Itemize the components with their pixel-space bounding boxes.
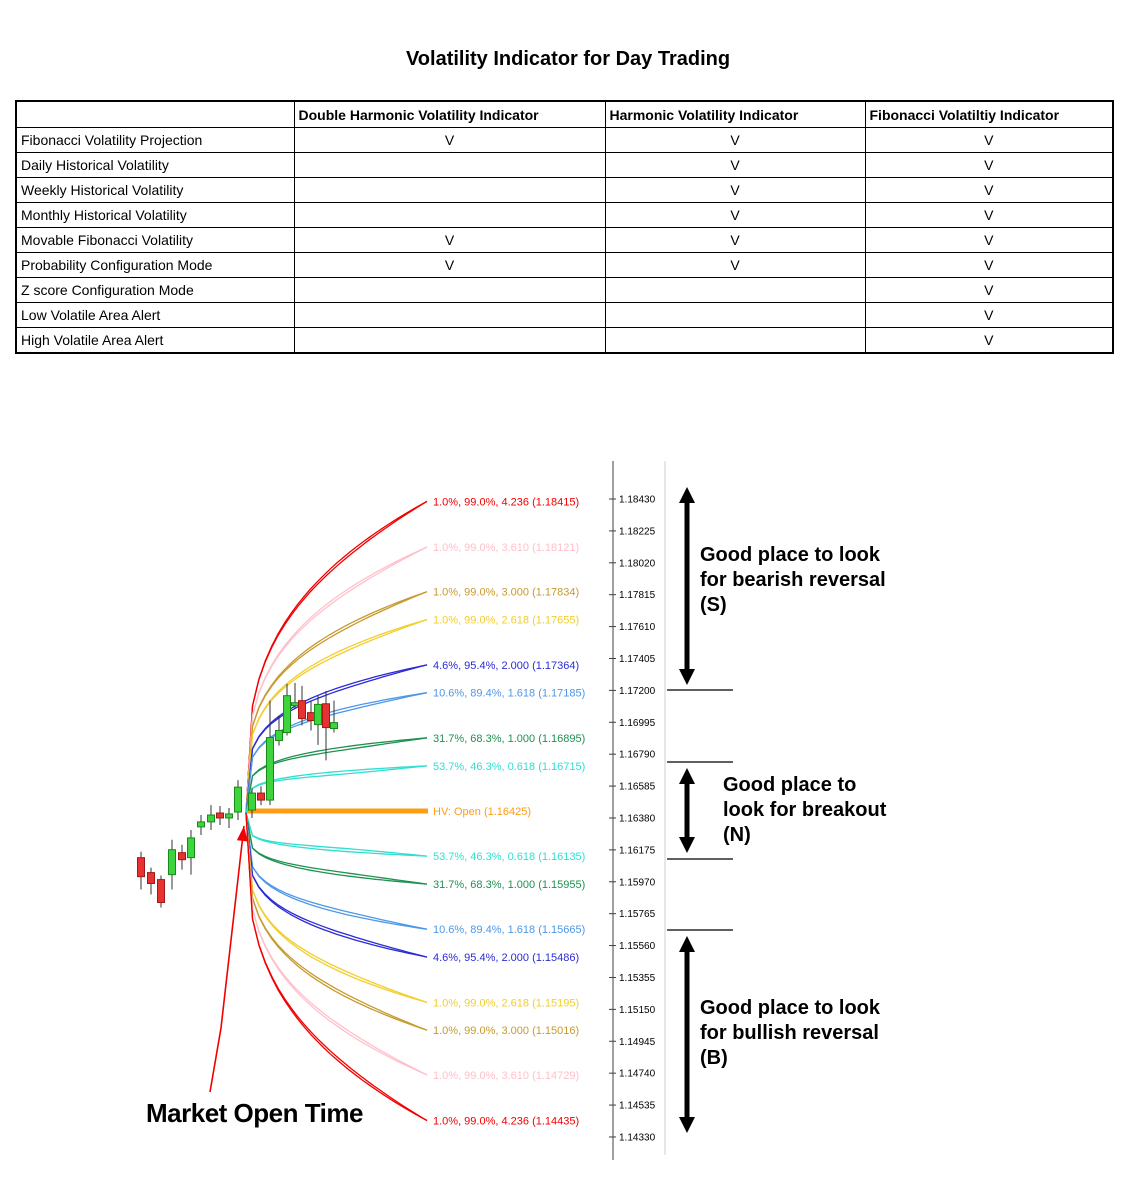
fan-line-label: 1.0%, 99.0%, 3.610 (1.14729)	[433, 1069, 580, 1082]
table-row	[16, 253, 1113, 278]
candle-body	[179, 853, 186, 860]
candle-body	[308, 713, 315, 721]
axis-tick-label: 1.17815	[619, 590, 656, 602]
fan-line-label: 1.0%, 99.0%, 3.000 (1.17834)	[433, 586, 580, 599]
candle-body	[331, 723, 338, 729]
fan-line-label: 4.6%, 95.4%, 2.000 (1.17364)	[433, 659, 580, 672]
check-cell: V	[865, 328, 1113, 354]
fan-line-label: 1.0%, 99.0%, 2.618 (1.17655)	[433, 614, 580, 627]
arrow-head-up-icon	[679, 936, 695, 952]
column-header-fibonacci: Fibonacci Volatiltiy Indicator	[865, 101, 1113, 128]
arrow-head-up-icon	[679, 768, 695, 784]
table-row	[16, 228, 1113, 253]
candle-body	[158, 880, 165, 903]
candle-body	[267, 738, 274, 801]
axis-tick-label: 1.18430	[619, 494, 656, 506]
fan-line-label: 10.6%, 89.4%, 1.618 (1.15665)	[433, 924, 586, 937]
market-open-label: Market Open Time	[146, 1098, 363, 1128]
annotation-text-bearish: (S)	[700, 594, 727, 616]
table-row	[16, 328, 1113, 354]
candle-body	[249, 793, 256, 810]
check-cell	[605, 303, 865, 328]
axis-tick-label: 1.14535	[619, 1100, 656, 1112]
fan-line-rail	[246, 813, 427, 884]
annotation-text-bullish: Good place to look	[700, 997, 881, 1019]
check-cell: V	[605, 128, 865, 153]
check-cell	[294, 328, 605, 354]
check-cell	[605, 328, 865, 354]
candle-body	[284, 696, 291, 733]
check-cell: V	[865, 203, 1113, 228]
fan-line-label: 10.6%, 89.4%, 1.618 (1.17185)	[433, 687, 586, 700]
candle-body	[148, 873, 155, 884]
fan-line	[246, 813, 427, 957]
table-header-row	[16, 101, 1113, 128]
candle-body	[217, 813, 224, 818]
axis-tick-label: 1.15765	[619, 909, 656, 921]
arrow-head-up-icon	[679, 487, 695, 503]
candle-body	[169, 850, 176, 875]
row-label: Z score Configuration Mode	[16, 278, 294, 303]
check-cell: V	[294, 128, 605, 153]
fan-line-rail	[246, 813, 427, 1030]
row-label: Probability Configuration Mode	[16, 253, 294, 278]
candle-body	[292, 703, 299, 706]
annotation-text-bullish: (B)	[700, 1047, 728, 1069]
annotation-text-bullish: for bullish reversal	[700, 1022, 879, 1044]
candle-body	[299, 701, 306, 719]
check-cell: V	[865, 153, 1113, 178]
page-title: Volatility Indicator for Day Trading	[405, 48, 731, 70]
table-body	[16, 128, 1113, 354]
axis-tick-label: 1.16995	[619, 717, 656, 729]
table-row	[16, 128, 1113, 153]
fan-line-label: 1.0%, 99.0%, 3.000 (1.15016)	[433, 1025, 580, 1038]
candle-body	[235, 787, 242, 812]
annotation-text-breakout: (N)	[723, 824, 751, 846]
row-label: Fibonacci Volatility Projection	[16, 128, 294, 153]
row-label: Low Volatile Area Alert	[16, 303, 294, 328]
fan-line	[246, 813, 427, 1075]
axis-tick-label: 1.14945	[619, 1036, 656, 1048]
axis-tick-label: 1.16585	[619, 781, 656, 793]
row-label: Monthly Historical Volatility	[16, 203, 294, 228]
fan-line-rail	[246, 813, 427, 957]
fan-line	[246, 813, 427, 884]
check-cell: V	[294, 253, 605, 278]
check-cell	[294, 153, 605, 178]
check-cell: V	[605, 203, 865, 228]
check-cell	[294, 303, 605, 328]
axis-tick-label: 1.14740	[619, 1068, 656, 1080]
annotation-text-breakout: look for breakout	[723, 799, 887, 821]
axis-tick-label: 1.15560	[619, 941, 656, 953]
column-header-empty	[16, 101, 294, 128]
arrow-head-down-icon	[679, 669, 695, 685]
annotation-text-bearish: for bearish reversal	[700, 569, 886, 591]
row-label: Daily Historical Volatility	[16, 153, 294, 178]
check-cell: V	[865, 178, 1113, 203]
axis-tick-label: 1.16380	[619, 813, 656, 825]
candle-body	[226, 814, 233, 818]
axis-tick-label: 1.14330	[619, 1132, 656, 1144]
table-row	[16, 153, 1113, 178]
axis-tick-label: 1.15150	[619, 1004, 656, 1016]
candle-body	[323, 704, 330, 728]
axis-tick-label: 1.17610	[619, 622, 656, 634]
table-row	[16, 303, 1113, 328]
check-cell	[294, 203, 605, 228]
axis-tick-label: 1.18225	[619, 526, 656, 538]
chart-svg	[0, 440, 1136, 1200]
column-header-double-harmonic: Double Harmonic Volatility Indicator	[294, 101, 605, 128]
check-cell: V	[605, 178, 865, 203]
fan-line-label: 1.0%, 99.0%, 2.618 (1.15195)	[433, 997, 580, 1010]
axis-tick-label: 1.18020	[619, 558, 656, 570]
row-label: Weekly Historical Volatility	[16, 178, 294, 203]
fan-line-rail	[246, 813, 427, 1075]
check-cell: V	[865, 303, 1113, 328]
candle-body	[198, 822, 205, 827]
axis-tick-label: 1.17200	[619, 685, 656, 697]
candle-body	[208, 815, 215, 822]
check-cell: V	[865, 278, 1113, 303]
fan-line-label: 4.6%, 95.4%, 2.000 (1.15486)	[433, 952, 580, 965]
fan-line-label: 31.7%, 68.3%, 1.000 (1.15955)	[433, 879, 586, 892]
indicator-comparison-table	[15, 100, 1114, 354]
check-cell: V	[865, 253, 1113, 278]
table-row	[16, 203, 1113, 228]
fan-line-label: 1.0%, 99.0%, 4.236 (1.14435)	[433, 1115, 580, 1128]
candle-body	[138, 858, 145, 877]
check-cell: V	[605, 253, 865, 278]
axis-tick-label: 1.16175	[619, 845, 656, 857]
check-cell: V	[605, 228, 865, 253]
fan-line-label: 1.0%, 99.0%, 3.610 (1.18121)	[433, 542, 580, 555]
axis-tick-label: 1.15970	[619, 877, 656, 889]
axis-tick-label: 1.15355	[619, 972, 656, 984]
check-cell	[294, 178, 605, 203]
check-cell: V	[865, 228, 1113, 253]
fan-line	[246, 813, 427, 856]
market-open-arrow-head-icon	[237, 826, 248, 842]
arrow-head-down-icon	[679, 1117, 695, 1133]
fan-line-label: 53.7%, 46.3%, 0.618 (1.16715)	[433, 760, 586, 773]
arrow-head-down-icon	[679, 837, 695, 853]
candle-body	[315, 704, 322, 724]
axis-tick-label: 1.16790	[619, 749, 656, 761]
axis-tick-label: 1.17405	[619, 653, 656, 665]
fan-line-label: 31.7%, 68.3%, 1.000 (1.16895)	[433, 732, 586, 745]
check-cell	[605, 278, 865, 303]
candle-body	[276, 731, 283, 741]
hv-open-label: HV: Open (1.16425)	[433, 805, 532, 818]
row-label: Movable Fibonacci Volatility	[16, 228, 294, 253]
table-row	[16, 278, 1113, 303]
annotation-text-bearish: Good place to look	[700, 544, 881, 566]
annotation-text-breakout: Good place to	[723, 774, 857, 796]
check-cell	[294, 278, 605, 303]
check-cell: V	[605, 153, 865, 178]
check-cell: V	[865, 128, 1113, 153]
fan-line-rail	[246, 813, 427, 856]
volatility-chart	[0, 440, 1136, 1200]
candle-body	[188, 838, 195, 858]
row-label: High Volatile Area Alert	[16, 328, 294, 354]
check-cell: V	[294, 228, 605, 253]
table-row	[16, 178, 1113, 203]
fan-line-label: 1.0%, 99.0%, 4.236 (1.18415)	[433, 496, 580, 509]
fan-line	[246, 813, 427, 1030]
market-open-arrow-line	[210, 826, 244, 1092]
candle-body	[258, 793, 265, 800]
column-header-harmonic: Harmonic Volatility Indicator	[605, 101, 865, 128]
fan-line-label: 53.7%, 46.3%, 0.618 (1.16135)	[433, 851, 586, 864]
